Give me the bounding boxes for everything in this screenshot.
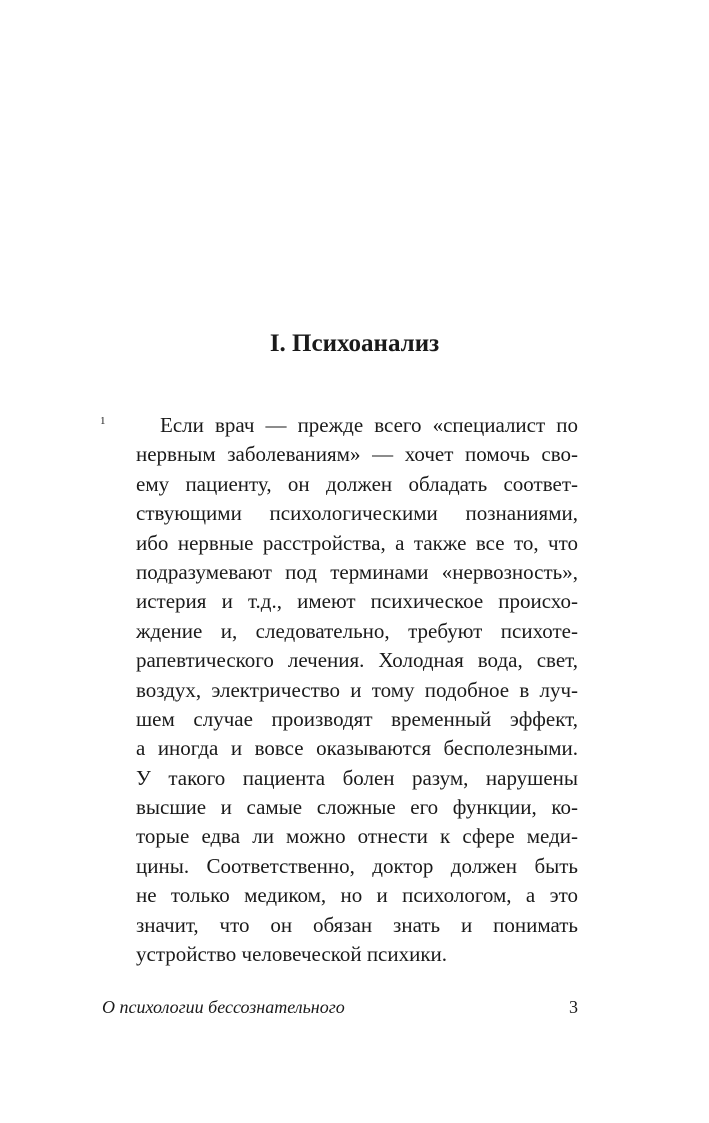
text-line: нервным заболеваниям» — хочет помочь сво-	[136, 442, 578, 467]
text-line: ибо нервные расстройства, а также все то, что	[136, 530, 578, 555]
text-line: высшие и самые сложные его функции, ко-	[136, 795, 578, 820]
text-line: Если врач — прежде всего «специалист по	[160, 413, 578, 437]
running-footer-title: О психологии бессознательного	[102, 997, 345, 1017]
body-paragraph	[136, 411, 578, 969]
text-line: торые едва ли можно отнести к сфере меди-	[136, 824, 578, 849]
text-line: воздух, электричество и тому подобное в луч-	[136, 677, 578, 702]
text-line: У такого пациента болен разум, нарушены	[136, 765, 578, 790]
text-line: подразумевают под терминами «нервозность»,	[136, 559, 578, 584]
text-line: значит, что он обязан знать и понимать	[136, 912, 578, 937]
page-number: 3	[569, 997, 578, 1017]
text-line: ему пациенту, он должен обладать соответ-	[136, 471, 578, 496]
text-line: ждение и, следовательно, требуют психоте-	[136, 618, 578, 643]
text-line: ствующими психологическими познаниями,	[136, 501, 578, 526]
text-line: а иногда и вовсе оказываются бесполезными.	[136, 736, 578, 761]
text-line: рапевтического лечения. Холодная вода, свет,	[136, 648, 578, 673]
text-line: истерия и т.д., имеют психическое происхо-	[136, 589, 578, 614]
text-line: не только медиком, но и психологом, а это	[136, 883, 578, 908]
text-line: шем случае производят временный эффект,	[136, 706, 578, 731]
chapter-heading: I. Психоанализ	[269, 330, 440, 357]
text-line: цины. Соответственно, доктор должен быть	[136, 853, 578, 878]
paragraph-number: 1	[100, 415, 106, 427]
text-line: устройство человеческой психики.	[136, 942, 448, 967]
